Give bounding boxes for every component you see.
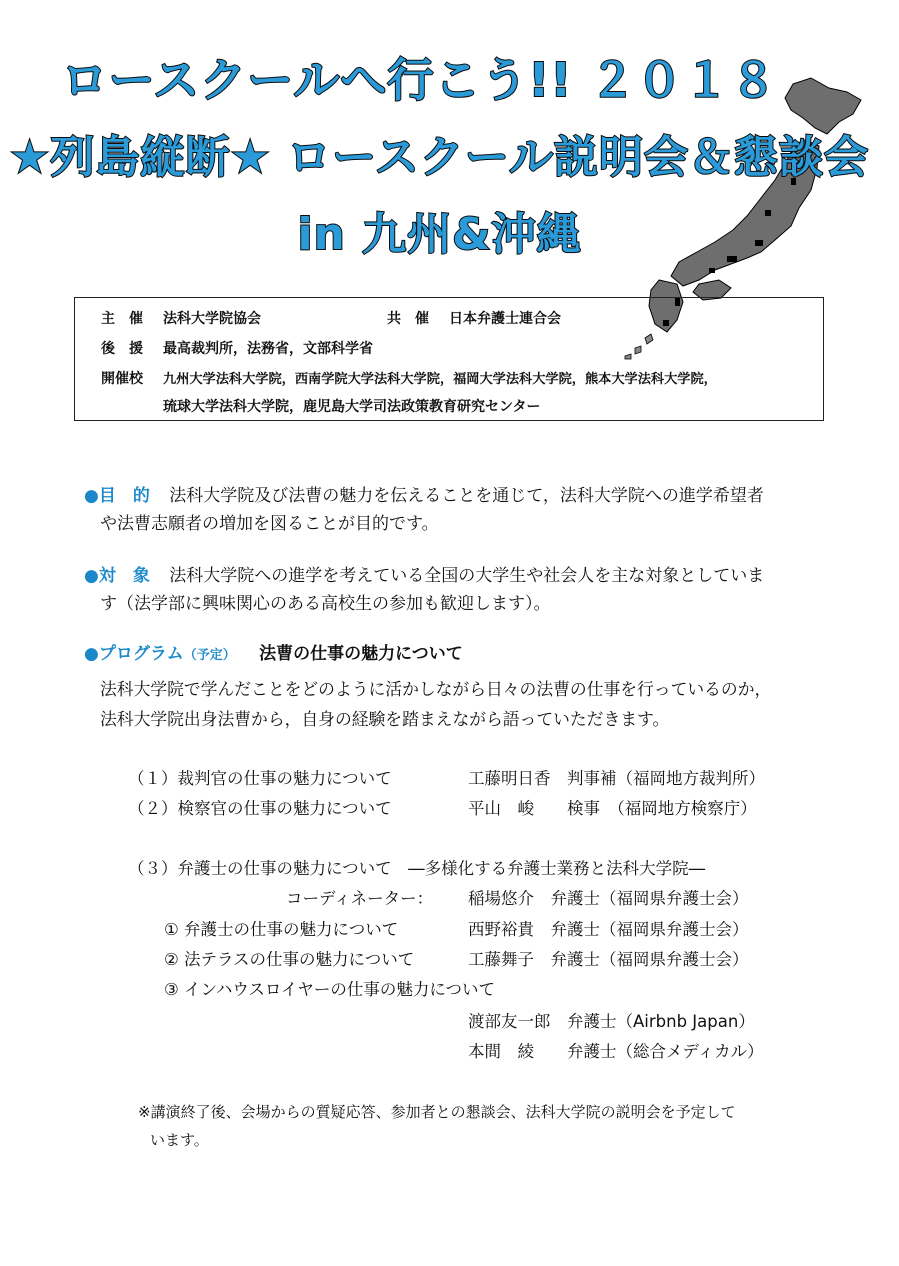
- sub-item-3-speaker-2: 本間 綾 弁護士（総合メディカル）: [468, 1042, 764, 1061]
- purpose-heading: 目 的: [98, 486, 150, 506]
- program-item-2-title: （２）検察官の仕事の魅力について: [128, 799, 392, 818]
- sub-item-1-speaker: 西野裕貴 弁護士（福岡県弁護士会）: [468, 920, 749, 939]
- sub-item-3-title: ③ インハウスロイヤーの仕事の魅力について: [164, 980, 496, 999]
- purpose-section: [84, 482, 844, 538]
- program-item-3-title: （３）弁護士の仕事の魅力について ―多様化する弁護士業務と法科大学院―: [128, 859, 706, 878]
- coordinator-label: コーディネーター：: [286, 889, 434, 908]
- title-line-2: ★列島縦断★ ロースクール説明会＆懇談会: [9, 132, 870, 183]
- program-tentative: （予定）: [183, 648, 236, 663]
- support-value: 最高裁判所，法務省，文部科学省: [163, 341, 373, 357]
- target-text-2: す（法学部に興味関心のある高校生の参加も歓迎します）。: [100, 594, 551, 614]
- hosts-line-1: 九州大学法科大学院，西南学院大学法科大学院，福岡大学法科大学院，熊本大学法科大学院，: [163, 372, 717, 387]
- cosponsor-value: 日本弁護士連合会: [449, 311, 561, 327]
- title-line-1: ロースクールへ行こう!! ２０１８: [61, 53, 778, 107]
- program-desc-2: 法科大学院出身法曹から，自身の経験を踏まえながら語っていただきます。: [100, 709, 670, 729]
- purpose-bullet: ●: [84, 486, 99, 506]
- closing-note-line-2: います。: [150, 1131, 209, 1149]
- organizer-info-box: [74, 297, 824, 421]
- title-line-3: in 九州&沖縄: [297, 209, 582, 260]
- sub-item-3-speaker-1: 渡部友一郎 弁護士（Airbnb Japan）: [468, 1012, 755, 1031]
- hosts-label: 開催校: [101, 371, 143, 387]
- support-label: 後 援: [101, 341, 143, 357]
- closing-note: [138, 1098, 818, 1154]
- program-bullet: ●: [84, 644, 99, 664]
- sub-item-1-title: ① 弁護士の仕事の魅力について: [164, 920, 399, 939]
- target-heading: 対 象: [98, 566, 150, 586]
- cosponsor-label: 共 催: [387, 311, 429, 327]
- program-item-2-speaker: 平山 峻 検事 （福岡地方検察庁）: [468, 799, 757, 818]
- hosts-line-2: 琉球大学法科大学院，鹿児島大学司法政策教育研究センター: [163, 399, 541, 415]
- coordinator-name: 稲場悠介 弁護士（福岡県弁護士会）: [468, 889, 749, 908]
- program-desc-1: 法科大学院で学んだことをどのように活かしながら日々の法曹の仕事を行っているのか，: [100, 679, 772, 699]
- purpose-text-1: 法科大学院及び法曹の魅力を伝えることを通じて，法科大学院への進学希望者: [169, 486, 764, 506]
- organizer-label: 主 催: [101, 311, 143, 327]
- program-heading: プログラム: [98, 644, 184, 664]
- purpose-text-2: や法曹志願者の増加を図ることが目的です。: [100, 514, 439, 534]
- sub-item-2-title: ② 法テラスの仕事の魅力について: [164, 950, 415, 969]
- program-heading-row: [84, 640, 844, 670]
- organizer-value: 法科大学院協会: [163, 311, 261, 327]
- program-item-1-speaker: 工藤明日香 判事補（福岡地方裁判所）: [468, 769, 765, 788]
- program-theme: 法曹の仕事の魅力について: [259, 644, 463, 664]
- target-bullet: ●: [84, 566, 99, 586]
- target-section: [84, 562, 844, 618]
- closing-note-line-1: ※講演終了後、会場からの質疑応答、参加者との懇談会、法科大学院の説明会を予定して: [138, 1103, 736, 1121]
- target-text-1: 法科大学院への進学を考えている全国の大学生や社会人を主な対象としていま: [169, 566, 765, 586]
- program-item-1-title: （１）裁判官の仕事の魅力について: [128, 769, 392, 788]
- sub-item-2-speaker: 工藤舞子 弁護士（福岡県弁護士会）: [468, 950, 749, 969]
